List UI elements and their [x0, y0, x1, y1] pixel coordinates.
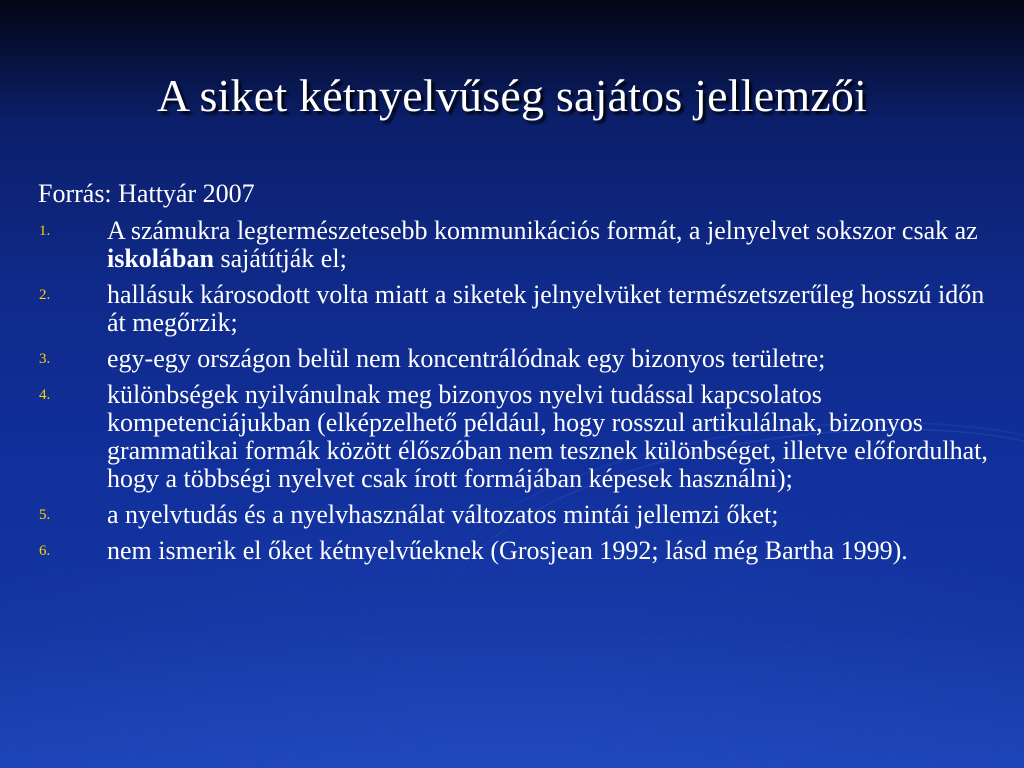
numbered-list	[38, 217, 988, 565]
item-text: A számukra legtermészetesebb kommunikációs formát, a jelnyelvet sokszor csak az iskolában sajátítják el;	[107, 216, 978, 273]
slide-title: A siket kétnyelvűség sajátos jellemzői	[156, 70, 868, 121]
item-text: különbségek nyilvánulnak meg bizonyos nyelvi tudással kapcsolatos kompetenciájukban (elképzelhető például, hogy rosszul artikulálnak, bizonyos grammatikai formák között élőszóban nem tesznek különbséget, illetve előfordulhat, hogy a többségi nyelvet csak írott formájában képesek használni);	[107, 380, 988, 493]
list-item	[38, 537, 988, 565]
item-number: 2.	[39, 287, 51, 303]
item-text: egy-egy országon belül nem koncentrálódnak egy bizonyos területre;	[107, 344, 826, 373]
item-text: a nyelvtudás és a nyelvhasználat változatos mintái jellemzi őket;	[107, 500, 779, 529]
list-item	[38, 345, 988, 373]
list-item	[38, 501, 988, 529]
item-text: nem ismerik el őket kétnyelvűeknek (Grosjean 1992; lásd még Bartha 1999).	[107, 536, 908, 565]
item-number: 3.	[39, 351, 51, 367]
item-number: 6.	[39, 543, 51, 559]
list-item	[38, 281, 988, 337]
list-item	[38, 381, 988, 493]
item-number: 5.	[39, 507, 51, 523]
slide-content	[38, 180, 988, 573]
source-line: Forrás: Hattyár 2007	[38, 179, 255, 208]
item-bold-text: iskolában	[107, 244, 214, 273]
item-text: hallásuk károsodott volta miatt a siketek jelnyelvüket természetszerűleg hosszú időn át megőrzik;	[107, 280, 985, 337]
item-number: 4.	[39, 387, 51, 403]
item-number: 1.	[39, 223, 51, 239]
list-item	[38, 217, 988, 273]
